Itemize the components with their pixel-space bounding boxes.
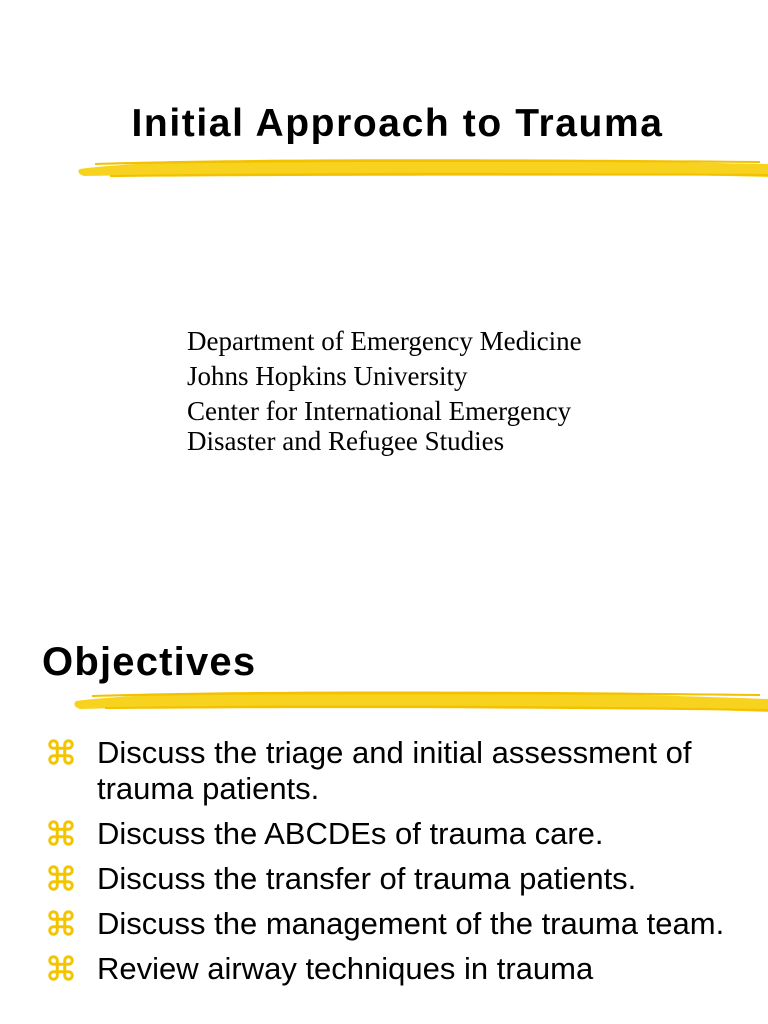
command-key-icon [46, 908, 76, 938]
list-item [0, 816, 768, 852]
command-key-icon [46, 863, 76, 893]
command-key-icon [46, 953, 76, 983]
affiliation-line: Johns Hopkins University [187, 361, 468, 391]
highlighter-stroke [0, 150, 768, 190]
objectives-slide [0, 600, 768, 1024]
list-item [0, 906, 768, 942]
highlighter-stroke [0, 684, 768, 724]
list-item [0, 861, 768, 897]
objective-text: Discuss the ABCDEs of trauma care. [97, 816, 604, 851]
slide-title: Initial Approach to Trauma [131, 102, 664, 145]
affiliation-line: Department of Emergency Medicine [187, 326, 582, 356]
objective-text: Discuss the triage and initial assessment of trauma patients. [97, 735, 692, 806]
objective-text: Discuss the transfer of trauma patients. [97, 861, 637, 896]
list-item [0, 951, 768, 987]
affiliation-block [187, 326, 582, 461]
list-item [0, 735, 768, 807]
command-key-icon [46, 737, 76, 767]
objectives-list [0, 735, 768, 996]
affiliation-line: Center for International Emergency [187, 396, 572, 426]
slide-title: Objectives [42, 640, 257, 684]
objective-text: Review airway techniques in trauma [97, 951, 594, 986]
objective-text: Discuss the management of the trauma team. [97, 906, 725, 941]
affiliation-line: Disaster and Refugee Studies [187, 426, 505, 456]
command-key-icon [46, 818, 76, 848]
